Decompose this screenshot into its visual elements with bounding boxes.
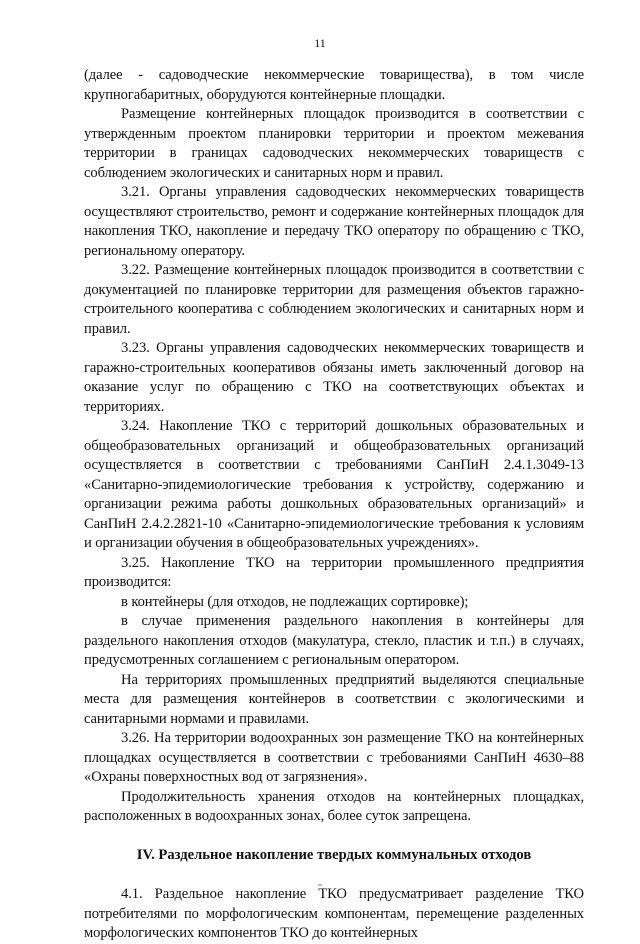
clause-3-24: 3.24. Накопление ТКО с территорий дошкольных образовательных и общеобразовательных организаций и общеобразовательных организаций осуществляется в соответствии с требованиями СанПиН 2.4.1.3049-13 «Санитарно-эпидемиологические требования к устройству, содержанию и организации режима работы дошкольных образовательных организаций» и СанПиН 2.4.2.2821-10 «Санитарно-эпидемиологические требования к условиям и организации обучения в общеобразовательных учреждениях». (84, 418, 584, 551)
paragraph-placement: Размещение контейнерных площадок производится в соответствии с утвержденным проектом планировки территории и проектом межевания территории в границах садоводческих некоммерческих товариществ с соблюдением экологических и санитарных норм и правил. (84, 106, 584, 181)
clause-3-26: 3.26. На территории водоохранных зон размещение ТКО на контейнерных площадках осуществляется в соответствии с требованиями СанПиН 4630–88 «Охраны поверхностных вод от загрязнения». (84, 730, 584, 785)
clause-3-21: 3.21. Органы управления садоводческих некоммерческих товариществ осуществляют строительство, ремонт и содержание контейнерных площадок для накопления ТКО, накопление и передачу ТКО оператору по обращению с ТКО, региональному оператору. (84, 184, 584, 259)
paragraph-storage-duration: Продолжительность хранения отходов на контейнерных площадках, расположенных в водоохранных зонах, более суток запрещена. (84, 788, 584, 824)
document-body (84, 66, 584, 944)
section-heading: IV. Раздельное накопление твердых коммунальных отходов (136, 846, 532, 863)
clause-4-1: 4.1. Раздельное накопление ТКО предусматривает разделение ТКО потребителями по морфологическим компонентам, перемещение разделенных морфологических компонентов ТКО до контейнерных (84, 886, 584, 941)
list-item-containers: в контейнеры (для отходов, не подлежащих сортировке); (121, 593, 469, 610)
paragraph-industrial-areas: На территориях промышленных предприятий выделяются специальные места для размещения контейнеров в соответствии с экологическими и санитарными нормами и правилами. (84, 671, 584, 727)
paragraph-continuation: (далее - садоводческие некоммерческие товарищества), в том числе крупногабаритных, оборудуются контейнерные площадки. (84, 67, 584, 103)
clause-3-22: 3.22. Размещение контейнерных площадок производится в соответствии с документацией по планировке территории для размещения объектов гаражно-строительного кооператива с соблюдением экологических и санитарных норм и правил. (84, 262, 584, 337)
list-item-separate-collection: в случае применения раздельного накопления в контейнеры для раздельного накопления отходов (макулатура, стекло, пластик и т.п.) в случаях, предусмотренных соглашением с региональным оператором. (84, 613, 584, 668)
clause-3-23: 3.23. Органы управления садоводческих некоммерческих товариществ и гаражно-строительных кооперативов обязаны иметь заключенный договор на оказание услуг по обращению с ТКО на соответствующих объектах и территориях. (84, 340, 584, 415)
clause-3-25: 3.25. Накопление ТКО на территории промышленного предприятия производится: (84, 554, 584, 590)
page-number: 11 (314, 36, 326, 50)
scan-speck (318, 884, 322, 886)
